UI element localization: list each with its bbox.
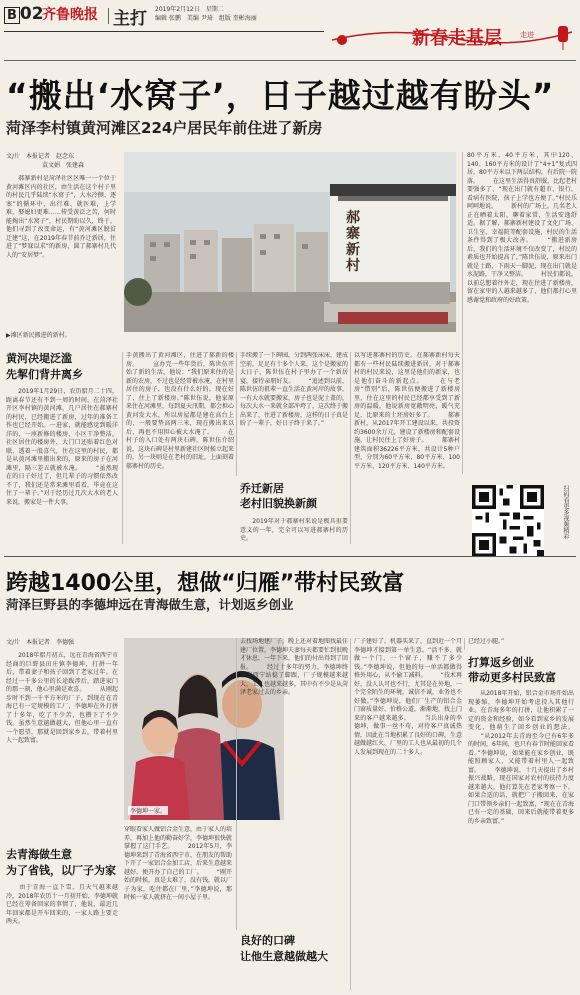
story1-section1-title-a: 黄河决堤泛滥 <box>6 352 72 365</box>
story2-col3-section-title: 良好的口碑 <box>240 934 295 947</box>
story2-col1: 2018年腊月初五，远在青海省西宁市经商的巨野县田庄镇李德坤，打拼一年后，带着妻子和孩子回到了老家过年。在经过一千多公里的长途跋涉后，踏进家门的那一刻，他心里满是欢喜。 从刚起步时不到一千平方米的厂子，到现在在青海已有一定规模的工厂，李德坤在外打拼了十多年，吃了不少苦，也攒下了不少钱。虽然生意越做越大，但他心里一直有一个愿望，那就是回到家乡去，带着村里人一起致富。 <box>6 652 118 744</box>
story1-photo-caption: ▶滩区新民搬进的新村。 <box>6 330 116 339</box>
date-line: 2019年2月12日 星期二 <box>155 6 224 13</box>
header-divider <box>108 8 109 24</box>
story1-col5: 80平方米、40平方米，其中120、140、160平方米的设计了“4+1”复式四居，80平方米以下两层结构，有后院一院落。 在这里生活得真舒服，比起老村要强多了，“现在出门就有超市、银行，看病有医院，孩子上学也方便了。”村民乐呵呵地说。 新村的广场上，几名老人正在晒着太阳，聊着家常，生活安逸舒适。据了解，郝寨新村建设了文化广场、卫生室、幸福院等配套设施，村民的生活条件得到了极大改善。 “搬进新房后，我们的生活环境不仅改变了，村民的素质也开始提高了，”陈世伍说，原来出门就是土路，下雨天一脚泥，现在出门就是水泥路，干净又整洁。 村民们都说，以前总想着往外走，现在住进了新楼房，留在家里的人越来越多了，他们都打心里感谢党和政府的好政策。 <box>462 152 577 474</box>
story1-col3: 手续搬了一下碑园，分到两张床床，建成空前，足足有十多个人来，这个是搬家的大日子，陈世伍在村子里办了一个新居宴，接待亲朋好友。 “追述到以前，陈世伍的祖辈一直生活在黄河岸的故事，一有大水就要搬家，房子也是泥土盖的，每次大水一来就全部冲垮了，这次终于搬出来了，住进了新楼房，这样的日子真是盼了一辈子，好日子终于来了。” <box>236 352 348 476</box>
story2-col1-section-sub: 为了省钱，以厂子为家 <box>6 864 116 877</box>
story2-col2: 穿眼看家人做铝合金生意，由于家人的培养，再加上他的勤奋好学，李德坤很快就掌握了这门手艺。 2012年5月，李德坤来到了青海省西宁市，在朋友的帮助下开了一家铝合金加工店，后来生意越来越好，便开办了自己的工厂。 “刚开始的时候，真是太难了，没有钱，就以厂子为家，吃住都在厂里，”李德坤说，那时候一家人就挤在一间小屋子里。 <box>124 826 232 901</box>
story1-headline: “搬出‘水窝子’，日子越过越有盼头” <box>6 76 555 115</box>
staff-line: 编辑 张鹏 美编 尹琦 组版 奎彬海丽 <box>155 15 257 22</box>
story-divider <box>4 556 576 557</box>
village-photo-icon <box>124 152 456 332</box>
story1-col3-tail: 2019年对于郝寨村来说是极具重要意义的一年，完全可以写进郝寨村的历史。 <box>240 518 348 542</box>
story2-col5-tail: 从2018年开始，铝合金市场开始出现萎缩，李德坤开始考虑投入其他行业。在青海多年的打拼，让他积累了一定的资金和经验，如今看到家乡的发展变化，他萌生了回乡创业的想法。 “从2012年去青海至今已有6年多的时间，6年间，也只有春节时能回家看看。”李德坤说，如果能在家乡创业，既能照顾家人，又能带着村里人一起致富。 李德坤说，十几天提出了乡村振兴战略，现在国家对农村的扶持力度越来越大，他打算先在老家考察一下，如果合适的话，就把厂子搬回来，在家门口带领乡亲们一起致富，“现在在青海已有一定的基础，回来后就能带着更多的乡亲致富。” <box>468 690 574 825</box>
story2-headline: 跨越1400公里，想做“归雁”带村民致富 <box>6 571 405 596</box>
page-number: B 02 <box>4 4 44 24</box>
story1-section1-title-b: 先挈们背井离乡 <box>6 368 83 381</box>
gate-sign-text: 郝寨新村 <box>346 210 361 274</box>
header-meta <box>155 5 257 23</box>
header-rule-2 <box>4 60 576 61</box>
story2-col3-section-sub: 让他生意越做越大 <box>240 950 328 963</box>
story1-col2: 手黄搬出了黄河滩区，住进了郝新的楼房。 宣办完一些年货后，陈世伍开始了新的生活，他说：“我们原来住的是新的农房，不过也是经常被水淹，在村里居住的房子，也没有什么好的。现在好了，住上了新楼房。”陈世伍说，他家原来住在河滩里，每到夏天汛期，都会担心黄河发大水，所以房屋都是建在高台上的，一般要垫高两三米，现在搬出来以后，再也不用担心被大水淹了。 在村子的入口处有两块石碑，陈世伍介绍说，这块石碑是村里新建社区时候立起来的，另一块则是在老村的旧址，上面刻着郝寨村的历史。 <box>122 352 234 544</box>
story2-photo-caption: 李德坤一家。 <box>130 808 167 815</box>
story2-col3: 去找场地建厂子，晚上还对着地图找最佳建厂位置，李德坤夫妻每天都要忙到很晚才休息，一年下来，他们的付出得到了回报。 经过十多年的努力，李德坤终于在西宁站稳了脚跟，厂子规模越来越大，工人也越来越多，其中有不少是从菏泽老家过去的乡亲。 <box>236 638 348 930</box>
story1-section2-title-b: 老村旧貌换新颜 <box>240 497 317 510</box>
story1-section2-title-a: 乔迁新居 <box>240 482 284 495</box>
story2-subheadline: 菏泽巨野县的李德坤远在青海做生意，计划返乡创业 <box>6 597 294 612</box>
story2-col5: 已经过小腿。” <box>464 638 576 650</box>
qr-code[interactable] <box>472 485 544 557</box>
paper-logo: 齐鲁晚报 <box>42 7 98 23</box>
qr-caption: 扫码看更多视频精彩 <box>562 485 569 539</box>
story1-subheadline: 菏泽李村镇黄河滩区224户居民年前住进了新房 <box>6 119 323 137</box>
section-title: 主打 <box>113 9 147 29</box>
story2-col1-section-title: 去青海做生意 <box>6 848 72 861</box>
story2-col5-section-sub: 带动更多村民致富 <box>468 671 556 684</box>
festival-banner <box>332 18 572 58</box>
story1-photo <box>124 152 456 332</box>
story2-col1-tail: 由于青海一直下雪，且天气越来越冷，2018年农历十一月初开始，李德坤就已经在筹备回家的事情了，他说，最近几年回家都是开车回来的，一家人路上要走两天。 <box>6 884 118 925</box>
header-rule <box>4 31 324 32</box>
story1-col1: 2019年1月29日，农历腊月二十四，距离春节还有不到一周的时间，在菏泽社开区李村镇的黄河滩，几户居住在郝寨村的村民，已经搬进了新房，过年的准备工作也已经开始。一进家，就能感觉到暖洋洋的，一座新修的楼房，小区干净整洁，社区居住的楼房外，大门口还贴着红色对联，透着一股喜气，住在这里的村民，都是从黄河滩里搬出来的，原来的房子在河滩里，隔三差五就被水淹。 “虽然现在的日子好过了，但几辈子的习惯依然改不了，我们还是常来滩里看看，毕竟在这住了一辈子。”对于经历过几次大水的老人来说，搬家是一件大事。 <box>6 388 118 506</box>
story2-col5-section-title: 打算返乡创业 <box>468 656 534 669</box>
banner-sub: 走进 <box>520 31 534 39</box>
qr-code-icon <box>472 485 544 557</box>
story2-col4: 厂子建好了，机器买来了，直到近一个月李德坤才接到第一单生意。“活不多，就做一个门，一个窗子，赚不了多少钱。”李德坤说，但他的每一单活都做得格外用心，从不偷工减料。 “技术再好，没人认可也不行，尤其是在外地，一个完全陌生的环境，诚信不诚，业务也不好做。”李德坤说，他们厂生产的铝合金门窗质量好、价格公道，渐渐地，找上门来的客户越来越多。 当兵出身的李德坤，做事一丝不苟，对待客户真诚热情，因此在当地积累了良好的口碑，生意越做越红火，厂里的工人也从最初的几个人发展到现在的二十多人。 <box>350 638 462 990</box>
story1-lead: 郝寨新村是菏泽社区区唯一一个位于黄河滩区内的社区，由生活在这个村子里的村民几乎陆续“水窝子”，大水冷侧、逐塞”的循环中，出行难、就医难，上学难，娶媳妇更难……传受黄泛之苦，何时能掏出“水窝子”，村民期盼以久，终于，他们寻到了改变命运，有“黄河滩区脱贫迁建”这，在2019年春节前乔迁新居，住进了“梦寐以求”的新房，圆了郝寨村几代人的“安居梦”。 <box>6 175 116 259</box>
banner-title: 新春走基层 <box>412 28 502 49</box>
story1-col4: 以写进郝寨村的历史。在郝寨新村每天都有一些村民陆续搬进新居，对于郝寨村的村民来说，这里是他们的新家，也是他们奋斗的新起点。 在与老房“惜别”后，陈世伍便搬进了新楼房里，住在这里的村民已经都享受到了新房的温暖，他说新房宽敞明亮，暖气充足，比原来的土坯房好多了。 郝寨新村，从2017年开工建设以来，共投资约3600余万元，建设了新楼房和配套设施，让村民住上了好房子。 郝寨村建筑面积36226平方米，共设计5种户型，分别为60平方米、80平方米、100平方米、120平方米、140平方米。 <box>350 352 460 544</box>
story1-byline: 文/片 本报记者 赵念东 袁文娟 张建森 <box>6 153 85 169</box>
story2-byline: 文/片 本报记者 李德强 <box>6 639 75 646</box>
